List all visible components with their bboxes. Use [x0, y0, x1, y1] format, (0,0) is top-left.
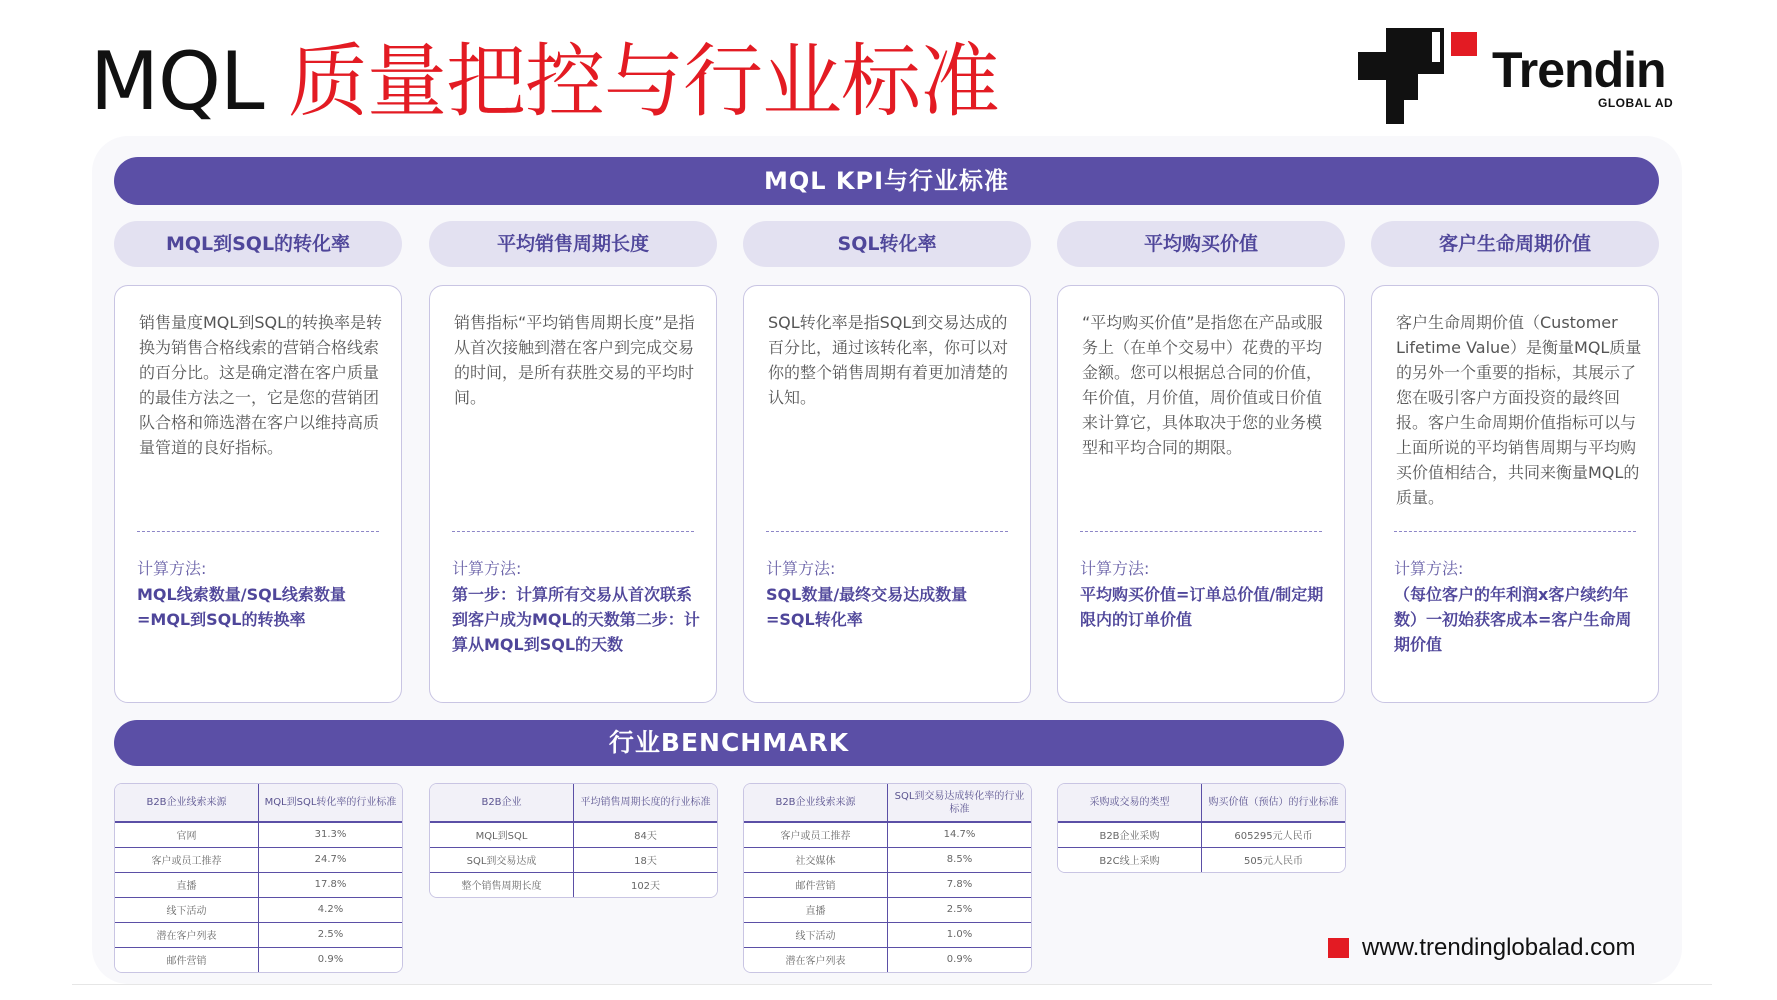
logo-brand: Trendin	[1492, 42, 1666, 98]
table-row	[115, 922, 402, 947]
card-description: SQL转化率是指SQL到交易达成的百分比，通过该转化率，你可以对你的整个销售周期有着更加清楚的认知。	[768, 313, 1009, 407]
table-cell: 客户或员工推荐	[744, 822, 888, 847]
calc-formula: MQL线索数量/SQL线索数量=MQL到SQL的转换率	[137, 585, 346, 629]
table-cell: 直播	[115, 872, 259, 897]
table-header: B2B企业	[430, 784, 574, 822]
calc-label: 计算方法:	[766, 559, 836, 578]
table-row	[744, 922, 1031, 947]
table-row	[430, 872, 717, 897]
table-cell: 2.5%	[259, 922, 403, 947]
calc-formula: 第一步：计算所有交易从首次联系到客户成为MQL的天数第二步：计算从MQL到SQL的天数	[452, 585, 700, 654]
logo-subtitle: GLOBAL AD	[1598, 96, 1674, 110]
table-row	[744, 822, 1031, 847]
card-description: 销售指标“平均销售周期长度”是指从首次接触到潜在客户到完成交易的时间，是所有获胜交易的平均时间。	[454, 313, 695, 407]
table-cell: 邮件营销	[115, 947, 259, 972]
table-cell: 1.0%	[888, 922, 1032, 947]
table-cell: 线下活动	[744, 922, 888, 947]
calc-formula: SQL数量/最终交易达成数量=SQL转化率	[766, 585, 968, 629]
calc-label: 计算方法:	[137, 559, 207, 578]
card-divider	[1080, 531, 1322, 532]
table-row	[1058, 822, 1345, 847]
card-divider	[452, 531, 694, 532]
table-header: 购买价值（预估）的行业标准	[1202, 784, 1346, 822]
table-header: SQL到交易达成转化率的行业标准	[888, 784, 1032, 822]
table-cell: 潜在客户列表	[744, 947, 888, 972]
table-cell: 线下活动	[115, 897, 259, 922]
kpi-card-mql-sql	[114, 285, 402, 703]
kpi-card-sql-rate	[743, 285, 1031, 703]
table-cell: SQL到交易达成	[430, 847, 574, 872]
calc-formula: 平均购买价值=订单总价值/制定期限内的订单价值	[1080, 585, 1324, 629]
table-cell: 2.5%	[888, 897, 1032, 922]
calc-label: 计算方法:	[1080, 559, 1150, 578]
calc-formula: （每位客户的年利润x客户续约年数）一初始获客成本=客户生命周期价值	[1394, 585, 1632, 654]
card-divider	[1394, 531, 1636, 532]
kpi-section-bar: MQL KPI与行业标准	[114, 157, 1659, 205]
page-title	[90, 32, 999, 132]
calc-label: 计算方法:	[452, 559, 522, 578]
table-cell: 14.7%	[888, 822, 1032, 847]
table-row	[744, 847, 1031, 872]
benchmark-table-sales-cycle	[429, 783, 718, 898]
benchmark-table-purchase-value	[1057, 783, 1346, 873]
table-cell: 直播	[744, 897, 888, 922]
table-cell: 4.2%	[259, 897, 403, 922]
card-description: 客户生命周期价值（Customer Lifetime Value）是衡量MQL质量的另外一个重要的指标，其展示了您在吸引客户方面投资的最终回报。客户生命周期价值指标可以与上面所说的平均销售周期与平均购买价值相结合，共同来衡量MQL的质量。	[1396, 313, 1642, 507]
column-header-mql-sql: MQL到SQL的转化率	[114, 221, 402, 267]
table-cell: 0.9%	[317, 954, 344, 966]
table-header: 平均销售周期长度的行业标准	[574, 784, 718, 822]
table-cell: 84天	[574, 822, 718, 847]
table-cell: 7.8%	[888, 872, 1032, 897]
table-cell: B2B企业采购	[1058, 822, 1202, 847]
table-cell: 31.3%	[259, 822, 403, 847]
table-cell: 客户或员工推荐	[115, 847, 259, 872]
table-row	[115, 847, 402, 872]
card-divider	[137, 531, 379, 532]
kpi-card-purchase-value	[1057, 285, 1345, 703]
table-cell: 505元人民币	[1243, 856, 1304, 868]
benchmark-table-sql-rate	[743, 783, 1032, 973]
table-header: MQL到SQL转化率的行业标准	[259, 784, 403, 822]
table-cell: 24.7%	[259, 847, 403, 872]
table-row	[1058, 847, 1345, 872]
table-cell: 17.8%	[259, 872, 403, 897]
table-cell: 18天	[574, 847, 718, 872]
table-cell: 社交媒体	[744, 847, 888, 872]
table-row	[430, 822, 717, 847]
table-row	[744, 897, 1031, 922]
table-row	[115, 897, 402, 922]
table-row	[115, 822, 402, 847]
red-square-icon	[1328, 938, 1349, 958]
table-cell: B2C线上采购	[1058, 847, 1202, 872]
column-header-clv: 客户生命周期价值	[1371, 221, 1659, 267]
table-cell: 605295元人民币	[1202, 822, 1346, 847]
table-cell: 102天	[630, 881, 661, 893]
card-description: 销售量度MQL到SQL的转换率是转换为销售合格线索的营销合格线索的百分比。这是确定潜在客户质量的最佳方法之一，它是您的营销团队合格和筛选潜在客户以维持高质量管道的良好指标。	[139, 313, 382, 457]
table-row	[744, 947, 1031, 972]
kpi-card-sales-cycle	[429, 285, 717, 703]
logo-mark-icon	[1358, 28, 1482, 124]
table-row	[744, 872, 1031, 897]
column-header-sales-cycle: 平均销售周期长度	[429, 221, 717, 267]
table-cell: 整个销售周期长度	[430, 872, 574, 897]
table-row	[115, 872, 402, 897]
table-cell: 0.9%	[946, 954, 973, 966]
table-cell: 潜在客户列表	[115, 922, 259, 947]
benchmark-section-bar: 行业BENCHMARK	[114, 720, 1344, 766]
column-header-purchase-value: 平均购买价值	[1057, 221, 1345, 267]
card-divider	[766, 531, 1008, 532]
table-cell: 8.5%	[888, 847, 1032, 872]
table-row	[430, 847, 717, 872]
trendin-logo	[1358, 28, 1688, 124]
card-description: “平均购买价值”是指您在产品或服务上（在单个交易中）花费的平均金额。您可以根据总合同的价值，年价值，月价值，周价值或日价值来计算它，具体取决于您的业务模型和平均合同的期限。	[1082, 313, 1323, 457]
title-prefix: MQL	[90, 35, 264, 128]
table-cell: 官网	[115, 822, 259, 847]
table-cell: 邮件营销	[744, 872, 888, 897]
table-header: 采购或交易的类型	[1058, 784, 1202, 822]
kpi-card-clv	[1371, 285, 1659, 703]
column-header-sql-rate: SQL转化率	[743, 221, 1031, 267]
table-cell: MQL到SQL	[430, 822, 574, 847]
title-main: 质量把控与行业标准	[288, 35, 999, 128]
calc-label: 计算方法:	[1394, 559, 1464, 578]
table-header: B2B企业线索来源	[115, 784, 259, 822]
footer-divider	[72, 984, 1712, 985]
table-row	[115, 947, 402, 972]
table-header: B2B企业线索来源	[744, 784, 888, 822]
benchmark-table-mql-sql	[114, 783, 403, 973]
website-url[interactable]: www.trendinglobalad.com	[1362, 934, 1636, 961]
